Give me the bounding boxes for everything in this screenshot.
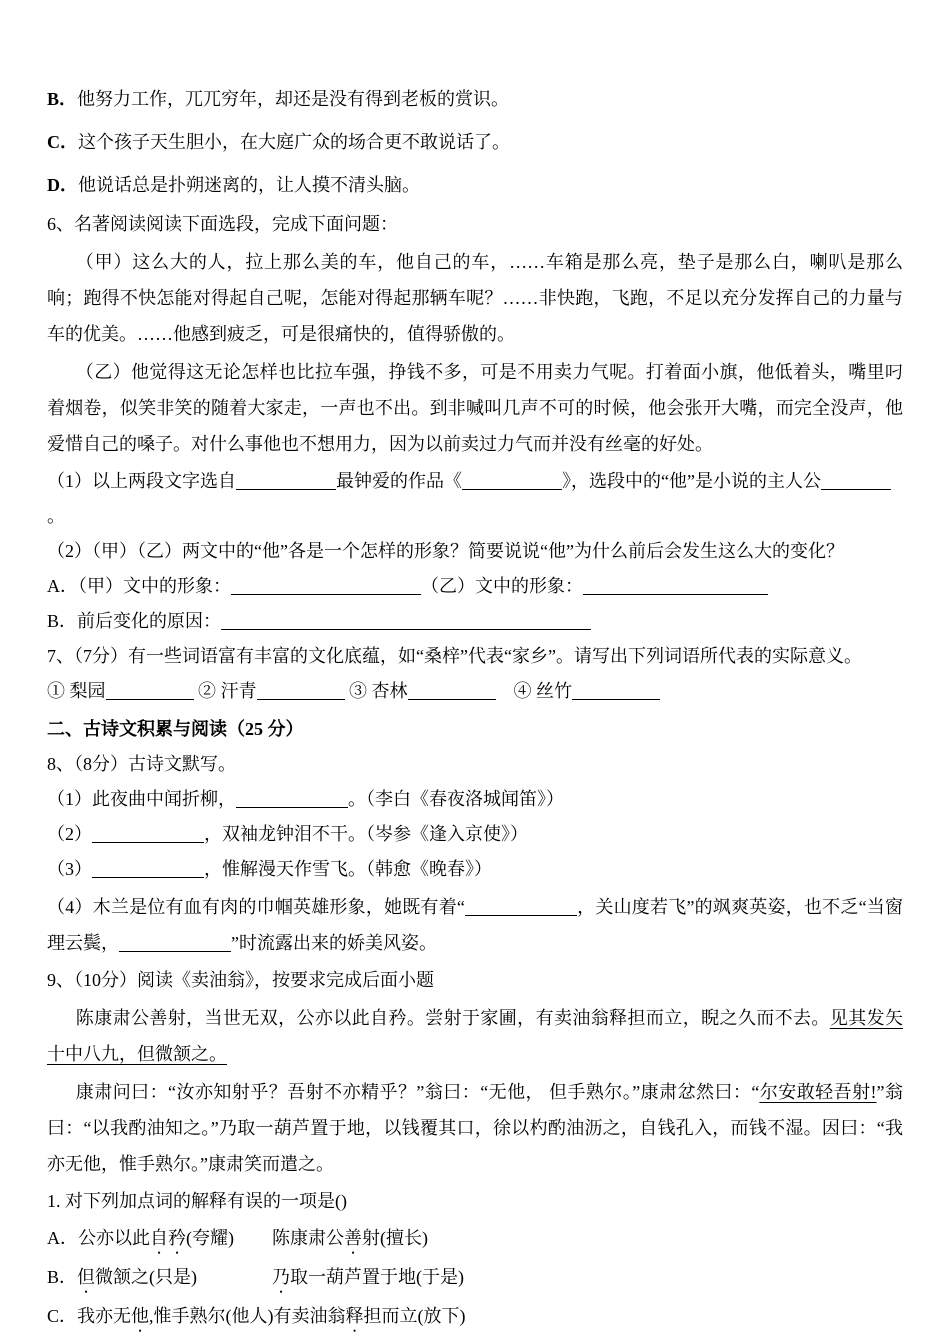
text-run: (夸耀) bbox=[186, 1228, 234, 1248]
text-run: 他说话总是扑朔迷离的，让人摸不清头脑。 bbox=[78, 175, 420, 195]
question-9-1-choice-b-col2 bbox=[272, 1258, 464, 1297]
text-run: 1. 对下列加点词的解释有误的一项是() bbox=[47, 1191, 347, 1211]
text-run: ① 梨园 bbox=[47, 681, 106, 701]
text-run: （1）以上两段文字选自 bbox=[47, 471, 236, 491]
underlined-text: 见其发矢十中八九，但微颔之。 bbox=[47, 1008, 904, 1064]
text-run: 担而立(放下) bbox=[363, 1306, 466, 1326]
text-run: 》，选段中的“他”是小说的主人公 bbox=[562, 471, 821, 491]
document-body bbox=[47, 78, 903, 1336]
text-run: ② 汗青 bbox=[193, 681, 257, 701]
passage-jia bbox=[47, 244, 903, 352]
text-run: 陈康肃公 bbox=[272, 1228, 344, 1248]
answer-blank bbox=[408, 681, 496, 700]
choice-c bbox=[47, 121, 903, 164]
text-run: 二、古诗文积累与阅读（25 分） bbox=[47, 719, 304, 739]
underlined-text: 尔安敢轻吾射! bbox=[759, 1082, 877, 1102]
answer-blank bbox=[821, 471, 891, 490]
text-run: 。 bbox=[47, 506, 65, 526]
text-run: D． bbox=[47, 175, 78, 195]
answer-blank bbox=[257, 681, 345, 700]
question-9-1-choice-b bbox=[47, 1258, 903, 1297]
text-run: 取一葫芦置于地(于是) bbox=[290, 1267, 464, 1287]
question-8-1 bbox=[47, 782, 903, 817]
emphasized-word: 善 bbox=[344, 1228, 362, 1248]
text-run: ③ 杏林 bbox=[344, 681, 408, 701]
passage-yi bbox=[47, 354, 903, 462]
question-9-stem bbox=[47, 963, 903, 998]
text-run: C． bbox=[47, 132, 78, 152]
text-run: 射(擅长) bbox=[362, 1228, 428, 1248]
text-run: 7、（7分）有一些词语富有丰富的文化底蕴，如“桑梓”代表“家乡”。请写出下列词语所代表的实际意义。 bbox=[47, 646, 862, 666]
emphasized-word: 乃 bbox=[272, 1267, 290, 1287]
question-7-blanks bbox=[47, 674, 903, 709]
text-run: （乙）文中的形象： bbox=[421, 576, 583, 596]
text-run: 微颔之(只是) bbox=[95, 1267, 198, 1287]
text-run: 6、名著阅读阅读下面选段，完成下面问题： bbox=[47, 214, 398, 234]
answer-blank bbox=[462, 471, 562, 490]
question-9-1-stem bbox=[47, 1184, 903, 1219]
question-6-2b bbox=[47, 604, 903, 639]
answer-blank bbox=[465, 897, 577, 916]
answer-blank bbox=[92, 824, 204, 843]
text-run: 8、（8分）古诗文默写。 bbox=[47, 754, 236, 774]
text-run: 这个孩子天生胆小，在大庭广众的场合更不敢说话了。 bbox=[78, 132, 510, 152]
text-run: （2） bbox=[47, 824, 92, 844]
choice-b bbox=[47, 78, 903, 121]
answer-blank bbox=[119, 933, 231, 952]
question-7-stem bbox=[47, 639, 903, 674]
text-run: 他努力工作，兀兀穷年，却还是没有得到老板的赏识。 bbox=[77, 89, 510, 109]
question-6-1 bbox=[47, 464, 903, 534]
text-run: 陈康肃公善射，当世无双，公亦以此自矜。尝射于家圃，有卖油翁释担而立，睨之久而不去。 bbox=[75, 1008, 830, 1028]
text-run: B． bbox=[47, 1267, 78, 1287]
text-run: B． bbox=[47, 89, 78, 109]
text-run: ”时流露出来的娇美风姿。 bbox=[231, 933, 437, 953]
maiyouweng-paragraph-2 bbox=[47, 1074, 903, 1182]
emphasized-word: 他 bbox=[131, 1306, 150, 1326]
emphasized-word: 释 bbox=[345, 1306, 364, 1326]
answer-blank bbox=[572, 681, 660, 700]
question-8-4 bbox=[47, 889, 903, 961]
text-run: ，关山度若飞”的飒爽英姿，也不乏“当窗理云鬓， bbox=[47, 897, 903, 953]
text-run: （2）（甲）（乙）两文中的“他”各是一个怎样的形象？简要说说“他”为什么前后会发生这么大的变化？ bbox=[47, 541, 844, 561]
answer-blank bbox=[236, 789, 348, 808]
question-9-1-choice-a-col2 bbox=[272, 1219, 428, 1258]
text-run: 康肃问曰：“汝亦知射乎？吾射不亦精乎？”翁曰：“无他， 但手熟尔。”康肃忿然曰：“ bbox=[75, 1082, 760, 1102]
text-run: B．前后变化的原因： bbox=[47, 611, 222, 631]
text-run: （4）木兰是位有血有肉的巾帼英雄形象，她既有着“ bbox=[47, 897, 465, 917]
text-run: A．公亦以此 bbox=[47, 1228, 150, 1248]
question-8-3 bbox=[47, 852, 903, 887]
text-run: （乙）他觉得这无论怎样也比拉车强，挣钱不多，可是不用卖力气呢。打着面小旗，他低着头，嘴里叼着烟卷，似笑非笑的随着大家走，一声也不出。到非喊叫几声不可的时候，他会张开大嘴，而完全没声，他爱惜自己的嗓子。对什么事他也不想用力，因为以前卖过力气而并没有丝毫的好处。 bbox=[47, 362, 903, 454]
text-run: ，惟解漫天作雪飞。（韩愈《晚春》） bbox=[204, 859, 492, 879]
text-run: ，双袖龙钟泪不干。（岑参《逢入京使》） bbox=[204, 824, 528, 844]
text-run: 。（李白《春夜洛城闻笛》） bbox=[348, 789, 564, 809]
text-run: C．我亦无 bbox=[47, 1306, 132, 1326]
question-9-1-choice-c-col1 bbox=[47, 1297, 274, 1336]
answer-blank bbox=[92, 859, 204, 878]
question-9-1-choice-c-col2 bbox=[274, 1297, 466, 1336]
text-run: ,惟手熟尔(他人) bbox=[149, 1306, 274, 1326]
question-6-2 bbox=[47, 534, 903, 569]
answer-blank bbox=[583, 576, 768, 595]
text-run: 最钟爱的作品《 bbox=[336, 471, 462, 491]
question-9-1-choice-a-col1 bbox=[47, 1219, 272, 1258]
answer-blank bbox=[106, 681, 194, 700]
text-run: 有卖油翁 bbox=[273, 1306, 346, 1326]
question-9-1-choice-c bbox=[47, 1297, 903, 1336]
section-2-heading bbox=[47, 711, 903, 747]
answer-blank bbox=[231, 576, 421, 595]
question-6-stem bbox=[47, 207, 903, 242]
text-run: （1）此夜曲中闻折柳， bbox=[47, 789, 236, 809]
emphasized-word: 自矜 bbox=[150, 1228, 186, 1248]
text-run: （甲）这么大的人，拉上那么美的车，他自己的车，……车箱是那么亮，垫子是那么白，喇叭是那么响；跑得不快怎能对得起自己呢，怎能对得起那辆车呢？……非快跑，飞跑，不足以充分发挥自己的力量与车的优美。……他感到疲乏，可是很痛快的，值得骄傲的。 bbox=[47, 252, 903, 344]
question-8-stem bbox=[47, 747, 903, 782]
text-run: （3） bbox=[47, 859, 92, 879]
answer-blank bbox=[236, 471, 336, 490]
answer-blank bbox=[221, 611, 591, 630]
question-9-1-choice-b-col1 bbox=[47, 1258, 272, 1297]
text-run: A．（甲）文中的形象： bbox=[47, 576, 231, 596]
emphasized-word: 但 bbox=[77, 1267, 96, 1287]
question-6-2a bbox=[47, 569, 903, 604]
text-run: 9、（10分）阅读《卖油翁》，按要求完成后面小题 bbox=[47, 970, 434, 990]
choice-d bbox=[47, 164, 903, 207]
text-run: ”翁曰：“以我酌油知之。”乃取一葫芦置于地，以钱覆其口，徐以杓酌油沥之，自钱孔入，而钱不湿。因曰：“我亦无他，惟手熟尔。”康肃笑而遣之。 bbox=[47, 1082, 903, 1174]
question-9-1-choice-a bbox=[47, 1219, 903, 1258]
maiyouweng-paragraph-1 bbox=[47, 1000, 903, 1072]
text-run: ④ 丝竹 bbox=[495, 681, 572, 701]
question-8-2 bbox=[47, 817, 903, 852]
